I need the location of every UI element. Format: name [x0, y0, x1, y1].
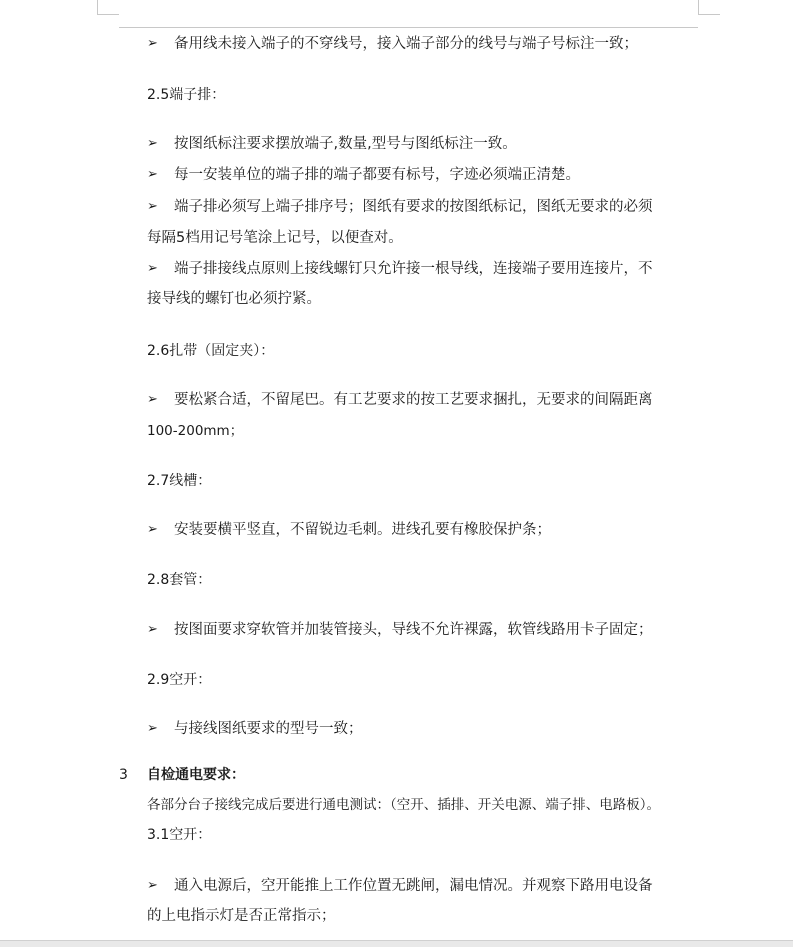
- section-heading-3-1: 3.1空开：: [147, 827, 212, 843]
- paragraph-line: 与接线图纸要求的型号一致；: [174, 721, 363, 737]
- bullet-arrow-icon: ➢: [147, 36, 158, 51]
- paragraph-line: 端子排必须写上端子排序号；图纸有要求的按图纸标记，图纸无要求的必须: [174, 199, 653, 215]
- bullet-arrow-icon: ➢: [147, 167, 158, 182]
- bullet-arrow-icon: ➢: [147, 878, 158, 893]
- paragraph-line: 安装要横平竖直，不留锐边毛刺。进线孔要有橡胶保护条；: [174, 522, 551, 538]
- paragraph-line: 接导线的螺钉也必须拧紧。: [147, 291, 321, 307]
- section-heading-2-6: 2.6扎带（固定夹）：: [147, 343, 275, 359]
- paragraph-line: 按图面要求穿软管并加装管接头，导线不允许裸露，软管线路用卡子固定；: [174, 622, 653, 638]
- section-heading-2-8: 2.8套管：: [147, 572, 212, 588]
- paragraph-line: 的上电指示灯是否正常指示；: [147, 908, 336, 924]
- paragraph-line: 通入电源后，空开能推上工作位置无跳闸，漏电情况。并观察下路用电设备: [174, 878, 653, 894]
- bullet-arrow-icon: ➢: [147, 261, 158, 276]
- section-heading-2-7: 2.7线槽：: [147, 473, 212, 489]
- bullet-arrow-icon: ➢: [147, 392, 158, 407]
- bullet-arrow-icon: ➢: [147, 199, 158, 214]
- margin-mark-right-vertical: [698, 0, 699, 14]
- section-heading-2-9: 2.9空开：: [147, 672, 212, 688]
- section-number-3: 3: [119, 767, 128, 783]
- section-heading-2-5: 2.5端子排：: [147, 87, 226, 103]
- section-heading-3: 自检通电要求：: [147, 767, 245, 783]
- bullet-arrow-icon: ➢: [147, 136, 158, 151]
- paragraph-line: 100-200mm；: [147, 423, 244, 439]
- paragraph-line: 每隔5档用记号笔涂上记号，以便查对。: [147, 230, 403, 246]
- paragraph-line: 要松紧合适，不留尾巴。有工艺要求的按工艺要求捆扎，无要求的间隔距离: [174, 392, 653, 408]
- paragraph-line: 按图纸标注要求摆放端子,数量,型号与图纸标注一致。: [174, 136, 517, 152]
- margin-mark-right-horizontal: [698, 14, 720, 15]
- paragraph-line: 备用线未接入端子的不穿线号，接入端子部分的线号与端子号标注一致；: [174, 36, 638, 52]
- paragraph-line: 各部分台子接线完成后要进行通电测试：（空开、插排、开关电源、端子排、电路板）。: [147, 797, 660, 813]
- paragraph-line: 每一安装单位的端子排的端子都要有标号，字迹必须端正清楚。: [174, 167, 580, 183]
- bullet-arrow-icon: ➢: [147, 622, 158, 637]
- paragraph-line: 端子排接线点原则上接线螺钉只允许接一根导线，连接端子要用连接片，不: [174, 261, 653, 277]
- header-rule: [119, 27, 698, 28]
- margin-mark-left-horizontal: [97, 14, 119, 15]
- margin-mark-left-vertical: [97, 0, 98, 14]
- bullet-arrow-icon: ➢: [147, 522, 158, 537]
- bullet-arrow-icon: ➢: [147, 721, 158, 736]
